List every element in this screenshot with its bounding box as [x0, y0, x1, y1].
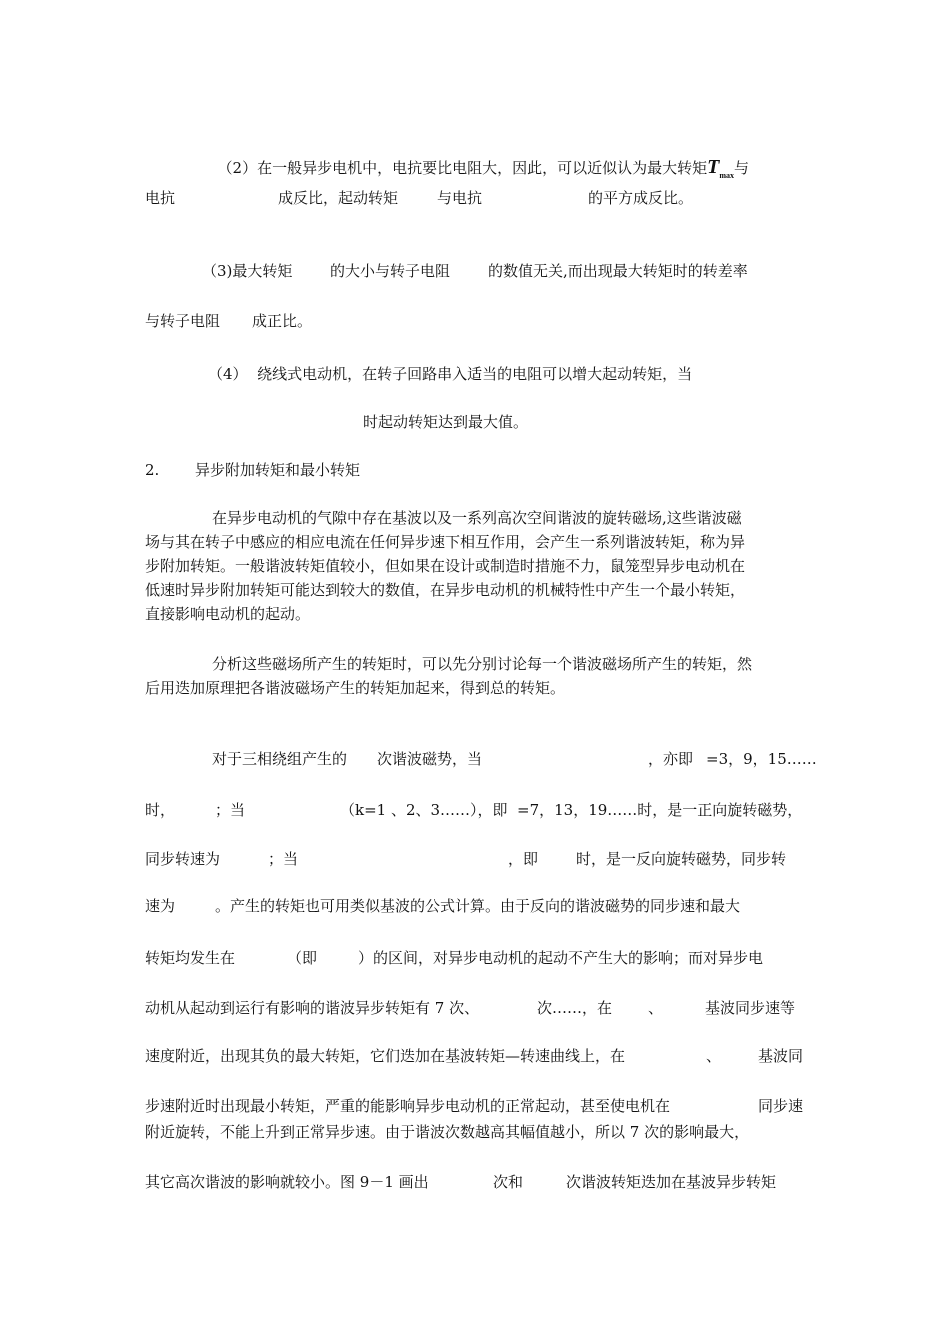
para-c-l3b: ；当	[268, 850, 299, 868]
p2-line1-text: （2）在一般异步电机中，电抗要比电阻大，因此，可以近似认为最大转矩	[217, 159, 708, 177]
para-a-l3: 步附加转矩。一般谐波转矩值较小，但如果在设计或制造时措施不力，鼠笼型异步电动机在	[145, 557, 746, 575]
section2-number: 2.	[145, 461, 160, 479]
p3-l2a: 与转子电阻	[145, 312, 221, 330]
para-c-l3a: 同步转速为	[145, 850, 221, 868]
p3-l1b: 的大小与转子电阻	[330, 262, 451, 280]
para-c-l6d: 基波同步速等	[705, 999, 796, 1017]
para-c-l5a: 转矩均发生在	[145, 949, 236, 967]
para-c-l3d: 时，是一反向旋转磁势，同步转	[576, 850, 787, 868]
para-c-l8b: 同步速	[758, 1097, 804, 1115]
para-c-l3c: ，即	[508, 850, 539, 868]
para-c-l7a: 速度附近，出现其负的最大转矩，它们迭加在基波转矩—转速曲线上，在	[145, 1047, 626, 1065]
para-c-l2a: 时，	[145, 801, 176, 819]
para-c-l5b: （即	[287, 949, 318, 967]
para-c-l6c: 、	[648, 999, 664, 1017]
para-c-l10a: 其它高次谐波的影响就较小。图 9－1 画出	[145, 1173, 429, 1191]
para-c-l10c: 次谐波转矩迭加在基波异步转矩	[566, 1173, 777, 1191]
para-b-l1: 分析这些磁场所产生的转矩时，可以先分别讨论每一个谐波磁场所产生的转矩，然	[212, 655, 753, 673]
p3-l1c: 的数值无关,而出现最大转矩时的转差率	[488, 262, 748, 280]
para-b-l2: 后用迭加原理把各谐波磁场产生的转矩加起来，得到总的转矩。	[145, 679, 566, 697]
para-a-l1: 在异步电动机的气隙中存在基波以及一系列高次空间谐波的旋转磁场,这些谐波磁	[212, 509, 742, 527]
p2-l2d: 的平方成反比。	[588, 189, 694, 207]
tmax-symbol: $T_{max}$	[707, 156, 734, 180]
para-a-l5: 直接影响电动机的起动。	[145, 605, 311, 623]
para-c-l1a: 对于三相绕组产生的	[212, 750, 348, 768]
para-c-l6a: 动机从起动到运行有影响的谐波异步转矩有 7 次、	[145, 999, 480, 1017]
p4-l2: 时起动转矩达到最大值。	[363, 413, 529, 431]
para-c-l2d: =7，13，19……时，是一正向旋转磁势，	[517, 801, 803, 819]
para-c-l4a: 速为	[145, 897, 176, 915]
para-c-l5c: ）的区间，对异步电动机的起动不产生大的影响；而对异步电	[358, 949, 764, 967]
para-c-l10b: 次和	[493, 1173, 524, 1191]
para-c-l1c: ，亦即	[648, 750, 694, 768]
para-c-l6b: 次……，在	[537, 999, 613, 1017]
p2-l2b: 成反比，起动转矩	[278, 189, 399, 207]
para-c-l8a: 步速附近时出现最小转矩，严重的能影响异步电动机的正常起动，甚至使电机在	[145, 1097, 671, 1115]
para-c-l2c: （k=1 、2、3……），即	[340, 801, 508, 819]
para-c-l1b: 次谐波磁势，当	[377, 750, 483, 768]
p2-line1	[208, 137, 749, 186]
section2-title: 异步附加转矩和最小转矩	[195, 461, 361, 479]
para-c-l4b: 。产生的转矩也可用类似基波的公式计算。由于反向的谐波磁势的同步速和最大	[215, 897, 741, 915]
p2-l2a: 电抗	[145, 189, 176, 207]
p2-line1-end: 与	[733, 159, 749, 177]
para-c-l7c: 基波同	[758, 1047, 804, 1065]
para-c-l7b: 、	[706, 1047, 722, 1065]
p4-l1: （4） 绕线式电动机，在转子回路串入适当的电阻可以增大起动转矩，当	[208, 365, 693, 383]
para-c-l1d: =3，9，15……	[706, 750, 817, 768]
p3-l2b: 成正比。	[252, 312, 313, 330]
para-a-l4: 低速时异步附加转矩可能达到较大的数值，在异步电动机的机械特性中产生一个最小转矩，	[145, 581, 746, 599]
p2-l2c: 与电抗	[437, 189, 483, 207]
para-a-l2: 场与其在转子中感应的相应电流在任何异步速下相互作用，会产生一系列谐波转矩，称为异	[145, 533, 746, 551]
para-c-l2b: ；当	[215, 801, 246, 819]
para-c-l9: 附近旋转，不能上升到正常异步速。由于谐波次数越高其幅值越小，所以 7 次的影响最大，	[145, 1123, 750, 1141]
p3-l1a: （3)最大转矩	[202, 262, 293, 280]
